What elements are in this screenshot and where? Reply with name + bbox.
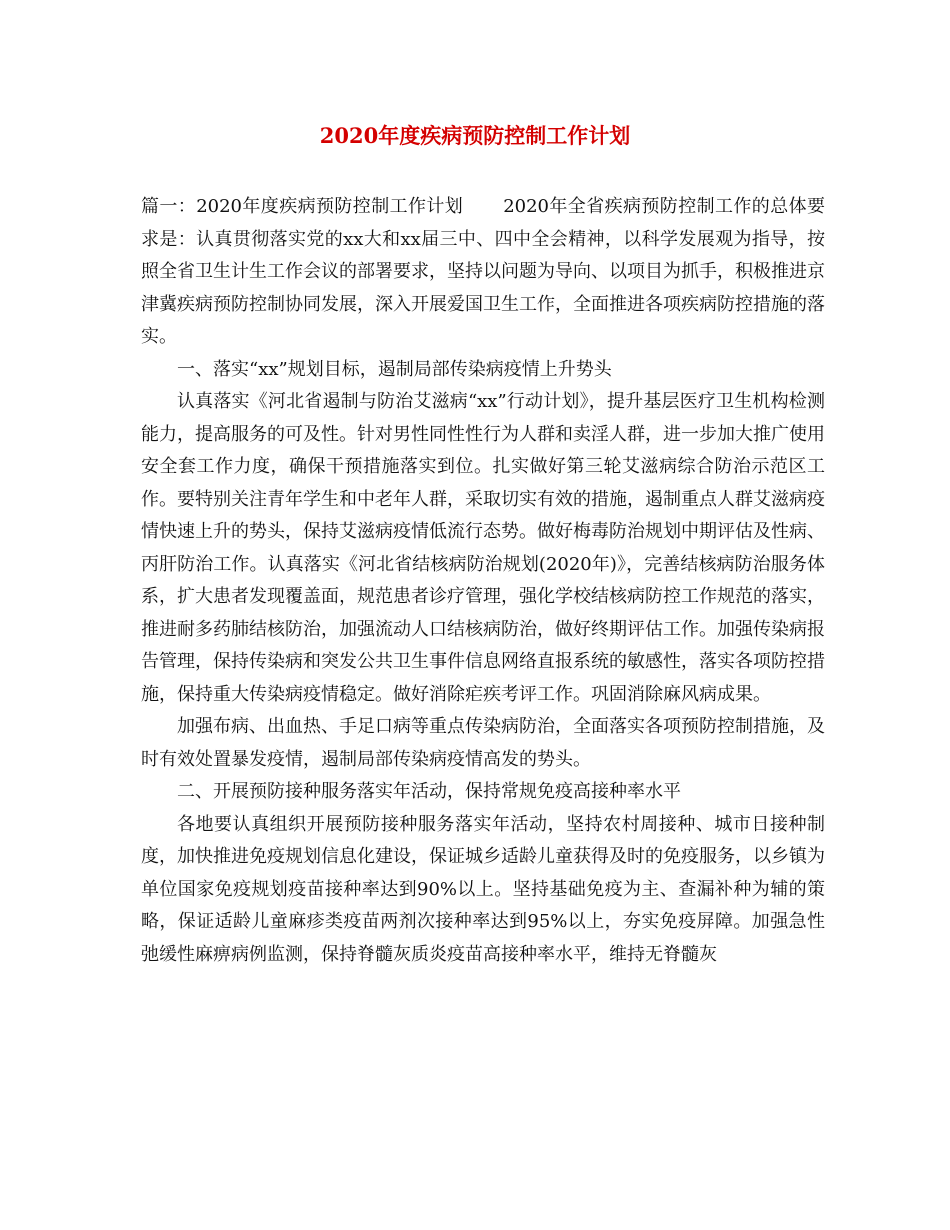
paragraph-key-diseases: 加强布病、出血热、手足口病等重点传染病防治，全面落实各项预防控制措施，及时有效处置暴发疫情，遏制局部传染病疫情高发的势头。 xyxy=(141,716,825,770)
intro-text: 2020年全省疾病预防控制工作的总体要求是：认真贯彻落实党的xx大和xx届三中、四中全会精神，以科学发展观为指导，按照全省卫生计生工作会议的部署要求，坚持以问题为导向、以项目为抓手，积极推进京津冀疾病预防控制协同发展，深入开展爱国卫生工作，全面推进各项疾病防控措施的落实。 xyxy=(141,196,825,347)
paragraph-aids-tb: 认真落实《河北省遏制与防治艾滋病“xx”行动计划》，提升基层医疗卫生机构检测能力，提高服务的可及性。针对男性同性性行为人群和卖淫人群，进一步加大推广使用安全套工作力度，确保干预措施落实到位。扎实做好第三轮艾滋病综合防治示范区工作。要特别关注青年学生和中老年人群，采取切实有效的措施，遏制重点人群艾滋病疫情快速上升的势头，保持艾滋病疫情低流行态势。做好梅毒防治规划中期评估及性病、丙肝防治工作。认真落实《河北省结核病防治规划(2020年)》，完善结核病防治服务体系，扩大患者发现覆盖面，规范患者诊疗管理，强化学校结核病防控工作规范的落实，推进耐多药肺结核防治，加强流动人口结核病防治，做好终期评估工作。加强传染病报告管理，保持传染病和突发公共卫生事件信息网络直报系统的敏感性，落实各项防控措施，保持重大传染病疫情稳定。做好消除疟疾考评工作。巩固消除麻风病成果。 xyxy=(141,391,825,705)
paragraph-intro xyxy=(141,191,825,354)
section-heading-1: 一、落实“xx”规划目标，遏制局部传染病疫情上升势头 xyxy=(177,358,612,380)
document-title: 2020年度疾病预防控制工作计划 xyxy=(319,123,631,148)
document-body xyxy=(141,191,825,971)
intro-lead: 篇一：2020年度疾病预防控制工作计划 xyxy=(141,196,464,217)
paragraph-immunization: 各地要认真组织开展预防接种服务落实年活动，坚持农村周接种、城市日接种制度，加快推进免疫规划信息化建设，保证城乡适龄儿童获得及时的免疫服务，以乡镇为单位国家免疫规划疫苗接种率达到90%以上。坚持基础免疫为主、查漏补种为辅的策略，保证适龄儿童麻疹类疫苗两剂次接种率达到95%以上，夯实免疫屏障。加强急性弛缓性麻痹病例监测，保持脊髓灰质炎疫苗高接种率水平，维持无脊髓灰 xyxy=(141,813,825,965)
section-heading-2: 二、开展预防接种服务落实年活动，保持常规免疫高接种率水平 xyxy=(177,781,681,802)
